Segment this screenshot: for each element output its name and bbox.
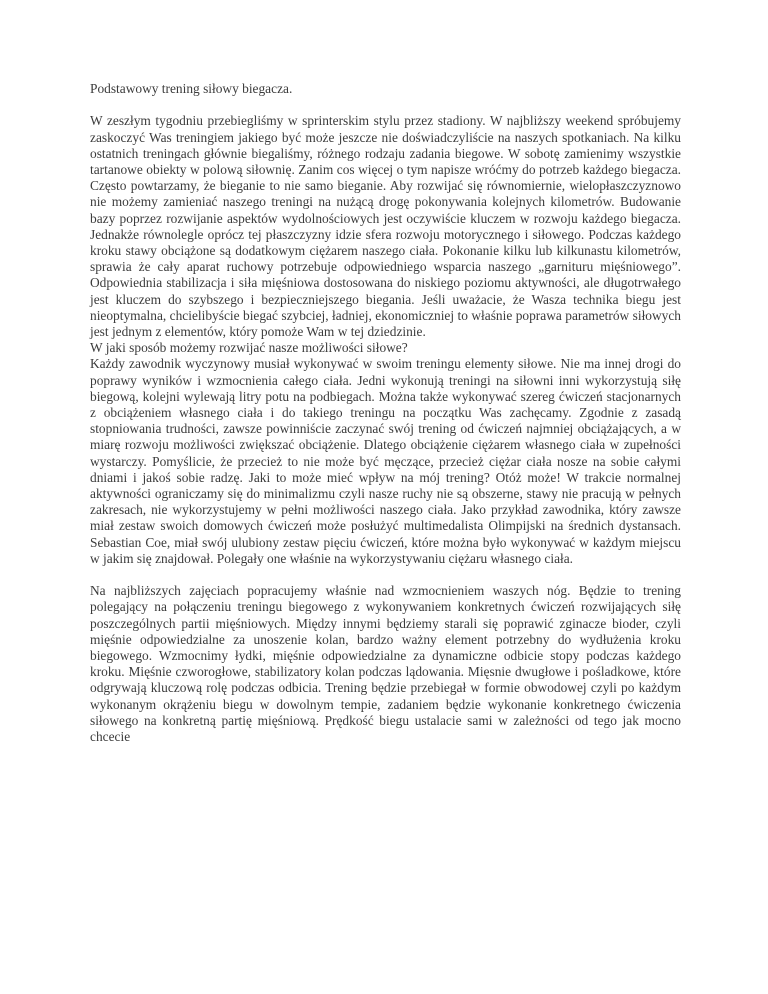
paragraph-intro: W zeszłym tygodniu przebiegliśmy w sprinterskim stylu przez stadiony. W najbliższy weekend spróbujemy zaskoczyć Was treningiem jakiego być może jeszcze nie doświadczyliście na naszych spotkaniach. Na kilku ostatnich treningach głównie biegaliśmy, różnego rodzaju zadania biegowe. W sobotę zamienimy wszystkie tartanowe obiekty w polową siłownię. Zanim cos więcej o tym napisze wróćmy do potrzeb każdego biegacza. Często powtarzamy, że bieganie to nie samo bieganie. Aby rozwijać się równomiernie, wielopłaszczyznowo nie możemy zamieniać naszego treningi na nużącą drogę pokonywania kolejnych kilometrów. Budowanie bazy poprzez rozwijanie aspektów wydolnościowych jest oczywiście kluczem w rozwoju każdego biegacza. Jednakże równolegle oprócz tej płaszczyzny idzie sfera rozwoju motorycznego i siłowego. Podczas każdego kroku stawy obciążone są dodatkowym ciężarem naszego ciała. Pokonanie kilku lub kilkunastu kilometrów, sprawia że cały aparat ruchowy potrzebuje odpowiedniego wsparcia naszego „garnituru mięśniowego”. Odpowiednia stabilizacja i siła mięśniowa dostosowana do niskiego poziomu aktywności, ale długotrwałego jest kluczem do szybszego i bezpieczniejszego biegania. Jeśli uważacie, że Wasza technika biegu jest nieoptymalna, chcielibyście biegać szybciej, ładniej, ekonomiczniej to właśnie poprawa parametrów siłowych jest jednym z elementów, który pomoże Wam w tej dziedzinie. (90, 113, 681, 340)
paragraph-upcoming-training: Na najbliższych zajęciach popracujemy właśnie nad wzmocnieniem waszych nóg. Będzie to trening polegający na połączeniu treningu biegowego z wykonywaniem konkretnych ćwiczeń rozwijających siłę poszczególnych partii mięśniowych. Między innymi będziemy starali się poprawić zginacze bioder, czyli mięśnie odpowiedzialne za unoszenie kolan, bardzo ważny element potrzebny do wydłużenia kroku biegowego. Wzmocnimy łydki, mięśnie odpowiedzialne za dynamiczne odbicie stopy podczas każdego kroku. Mięśnie czworogłowe, stabilizatory kolan podczas lądowania. Mięsnie dwugłowe i pośladkowe, które odgrywają kluczową rolę podczas odbicia. Trening będzie przebiegał w formie obwodowej czyli po każdym wykonanym okrążeniu biegu w dowolnym tempie, zadaniem będzie wykonanie konkretnego ćwiczenia siłowego na konkretną partię mięśniową. Prędkość biegu ustalacie sami w zależności od tego jak mocno chcecie (90, 583, 681, 745)
paragraph-strength-methods: Każdy zawodnik wyczynowy musiał wykonywać w swoim treningu elementy siłowe. Nie ma innej drogi do poprawy wyników i wzmocnienia całego ciała. Jedni wykonują treningi na siłowni inni wykorzystują siłę biegową, kolejni wylewają litry potu na podbiegach. Można także wykonywać szereg ćwiczeń stacjonarnych z obciążeniem własnego ciała i do takiego treningu na początku Was zachęcamy. Zgodnie z zasadą stopniowania trudności, zawsze powinniście zaczynać swój trening od ćwiczeń najmniej obciążających, a w miarę rozwoju możliwości zwiększać obciążenie. Dlatego obciążenie ciężarem własnego ciała w zupełności wystarczy. Pomyślicie, że przecież to nie może być męczące, przecież ciężar ciała nosze na sobie całymi dniami i jakoś sobie radzę. Jaki to może mieć wpływ na mój trening? Otóż może! W trakcie normalnej aktywności ograniczamy się do minimalizmu czyli nasze ruchy nie są obszerne, stawy nie pracują w pełnych zakresach, nie wykorzystujemy w pełni możliwości naszego ciała. Jako przykład zawodnika, który zawsze miał zestaw swoich domowych ćwiczeń może posłużyć multimedalista Olimpijski na średnich dystansach. Sebastian Coe, miał swój ulubiony zestaw pięciu ćwiczeń, które można było wykonywać w każdym miejscu w jakim się znajdował. Polegały one właśnie na wykorzystywaniu ciężaru własnego ciała. (90, 356, 681, 566)
document-title: Podstawowy trening siłowy biegacza. (90, 81, 293, 96)
paragraph-question: W jaki sposób możemy rozwijać nasze możliwości siłowe? (90, 340, 408, 356)
